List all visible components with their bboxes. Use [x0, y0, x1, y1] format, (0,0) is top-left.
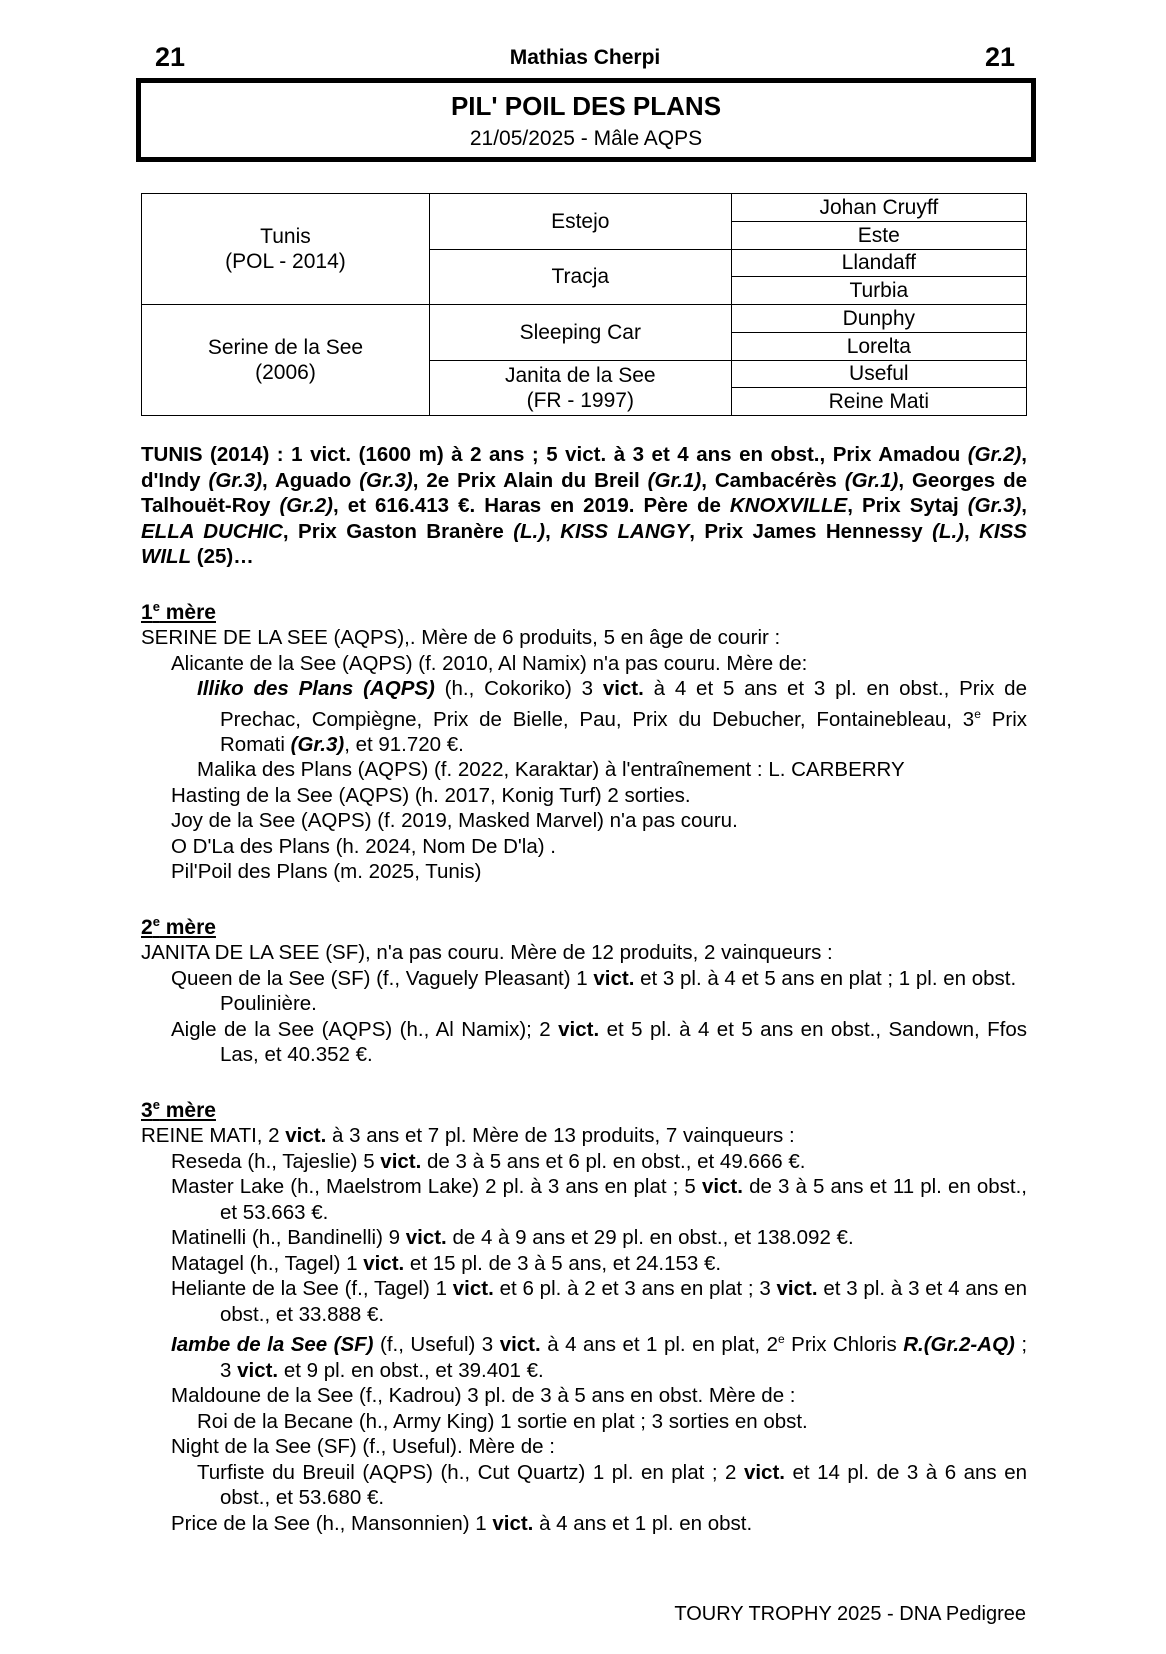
pedigree-sire: Tunis (POL - 2014) [142, 194, 430, 305]
pedigree-sire-sire: Estejo [429, 194, 731, 250]
produce-line: Reseda (h., Tajeslie) 5 vict. de 3 à 5 ans et 6 pl. en obst., et 49.666 €. [171, 1149, 806, 1173]
pedigree-sss: Johan Cruyff [731, 194, 1026, 222]
produce-line: Night de la See (SF) (f., Useful). Mère de : [171, 1435, 555, 1459]
page-footer: TOURY TROPHY 2025 - DNA Pedigree [674, 1603, 1026, 1625]
sire-note: TUNIS (2014) : 1 vict. (1600 m) à 2 ans ; 5 vict. à 3 et 4 ans en obst., Prix Amadou (Gr.2), d'Indy (Gr.3), Aguado (Gr.3), 2e Prix Alain du Breil (Gr.1), Cambacérès (Gr.1), Georges de Talhouët-Roy (Gr.2), et 616.413 €. Haras en 2019. Père de KNOXVILLE, Prix Sytaj (Gr.3), ELLA DUCHIC, Prix Gaston Branère (L.), KISS LANGY, Prix James Hennessy (L.), KISS WILL (25)… [141, 443, 1028, 568]
horse-name: PIL' POIL DES PLANS [450, 91, 722, 121]
produce-line: Matagel (h., Tagel) 1 vict. et 15 pl. de 3 à 5 ans, et 24.153 €. [171, 1251, 722, 1275]
pedigree-sdd: Turbia [731, 277, 1026, 305]
produce-line: Malika des Plans (AQPS) (f. 2022, Karaktar) à l'entraînement : L. CARBERRY [197, 758, 905, 782]
third-dam-line: REINE MATI, 2 vict. à 3 ans et 7 pl. Mère de 13 produits, 7 vainqueurs : [141, 1124, 795, 1148]
lot-number-right: 21 [984, 42, 1015, 72]
produce-line: Heliante de la See (f., Tagel) 1 vict. et 6 pl. à 2 et 3 ans en plat ; 3 vict. et 3 pl. à 3 et 4 ans en obst., et 33.888 €. [171, 1277, 1027, 1326]
page-header [155, 42, 1015, 72]
produce-line: Roi de la Becane (h., Army King) 1 sortie en plat ; 3 sorties en obst. [197, 1409, 808, 1433]
pedigree-ssd: Este [731, 221, 1026, 249]
pedigree-dam: Serine de la See (2006) [142, 305, 430, 416]
produce-line: Iambe de la See (SF) (f., Useful) 3 vict. à 4 ans et 1 pl. en plat, 2e Prix Chloris R.(Gr.2-AQ) ; 3 vict. et 9 pl. en obst., et 39.401 €. [171, 1332, 1028, 1382]
produce-line: Turfiste du Breuil (AQPS) (h., Cut Quartz) 1 pl. en plat ; 2 vict. et 14 pl. de 3 à 6 ans en obst., et 53.680 €. [197, 1460, 1027, 1510]
pedigree-sire-dam: Tracja [429, 249, 731, 305]
pedigree-dsd: Lorelta [731, 332, 1026, 360]
first-dam-heading: 1e mère [141, 598, 216, 624]
pedigree-table [141, 193, 1027, 416]
second-dam-heading: 2e mère [141, 913, 216, 939]
catalogue-body [141, 442, 1027, 1536]
produce-line: Joy de la See (AQPS) (f. 2019, Masked Marvel) n'a pas couru. [171, 809, 738, 833]
first-dam-line: SERINE DE LA SEE (AQPS),. Mère de 6 produits, 5 en âge de courir : [141, 626, 781, 649]
produce-line: O D'La des Plans (h. 2024, Nom De D'la) . [171, 834, 556, 858]
produce-line: Hasting de la See (AQPS) (h. 2017, Konig Turf) 2 sorties. [171, 783, 691, 807]
horse-title-box [136, 78, 1036, 162]
lot-number-left: 21 [155, 42, 186, 72]
produce-line: Maldoune de la See (f., Kadrou) 3 pl. de 3 à 5 ans en obst. Mère de : [171, 1384, 796, 1408]
produce-line: Illiko des Plans (AQPS) (h., Cokoriko) 3 vict. à 4 et 5 ans et 3 pl. en obst., Prix de Prechac, Compiègne, Prix de Bielle, Pau, Prix du Debucher, Fontainebleau, 3e Prix Romati (Gr.3), et 91.720 €. [197, 677, 1027, 756]
produce-line: Pil'Poil des Plans (m. 2025, Tunis) [171, 860, 482, 884]
consignor-name: Mathias Cherpi [509, 46, 661, 69]
produce-line: Master Lake (h., Maelstrom Lake) 2 pl. à 3 ans en plat ; 5 vict. de 3 à 5 ans et 11 pl. en obst., et 53.663 €. [171, 1175, 1027, 1224]
pedigree-dam-sire: Sleeping Car [429, 305, 731, 361]
horse-birth-sex: 21/05/2025 - Mâle AQPS [469, 127, 703, 150]
pedigree-ddd: Reine Mati [731, 388, 1026, 416]
pedigree-sds: Llandaff [731, 249, 1026, 277]
produce-line: Alicante de la See (AQPS) (f. 2010, Al Namix) n'a pas couru. Mère de: [171, 651, 808, 675]
produce-line: Aigle de la See (AQPS) (h., Al Namix); 2 vict. et 5 pl. à 4 et 5 ans en obst., Sandown, Ffos Las, et 40.352 €. [171, 1017, 1027, 1067]
pedigree-dss: Dunphy [731, 305, 1026, 333]
produce-line: Price de la See (h., Mansonnien) 1 vict. à 4 ans et 1 pl. en obst. [171, 1511, 753, 1535]
third-dam-heading: 3e mère [141, 1096, 216, 1122]
pedigree-dds: Useful [731, 360, 1026, 388]
produce-line: Queen de la See (SF) (f., Vaguely Pleasant) 1 vict. et 3 pl. à 4 et 5 ans en plat ; 1 pl. en obst. Poulinière. [171, 966, 1017, 1016]
second-dam-line: JANITA DE LA SEE (SF), n'a pas couru. Mère de 12 produits, 2 vainqueurs : [141, 941, 833, 965]
produce-line: Matinelli (h., Bandinelli) 9 vict. de 4 à 9 ans et 29 pl. en obst., et 138.092 €. [171, 1226, 854, 1250]
pedigree-dam-dam: Janita de la See (FR - 1997) [429, 360, 731, 416]
